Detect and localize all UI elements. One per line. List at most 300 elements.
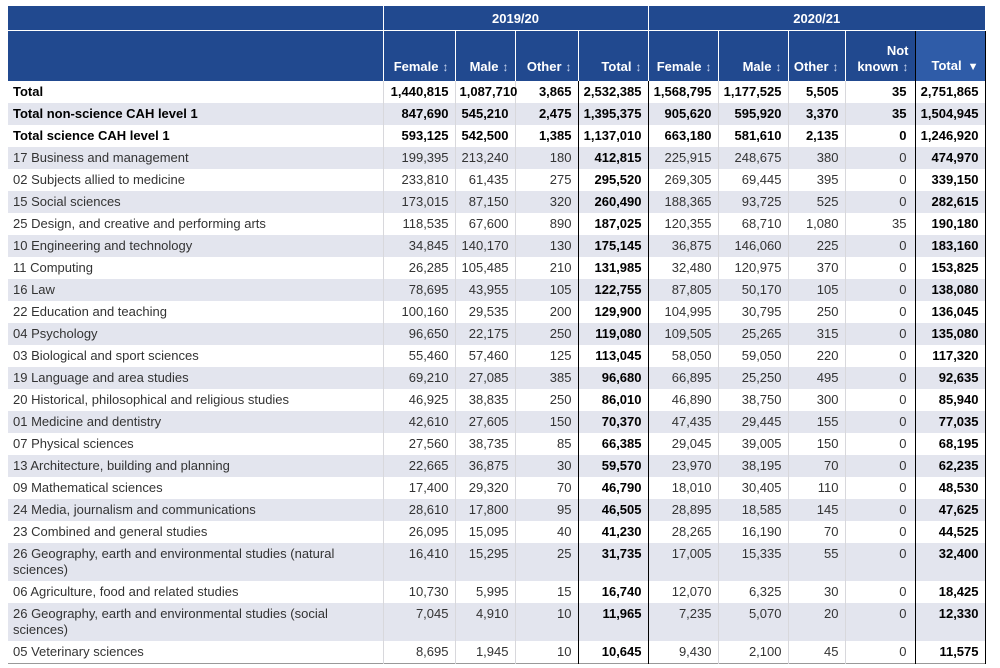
data-cell: 29,445 (718, 411, 788, 433)
data-cell: 474,970 (915, 147, 985, 169)
data-cell: 135,080 (915, 323, 985, 345)
data-cell: 663,180 (648, 125, 718, 147)
table-row (8, 103, 985, 125)
year-band-2019-20 (383, 6, 648, 31)
data-cell: 86,010 (578, 389, 648, 411)
col-header-other-1920[interactable] (515, 31, 578, 82)
col-header-male-1920[interactable] (455, 31, 515, 82)
data-cell: 595,920 (718, 103, 788, 125)
table-header (8, 6, 985, 81)
data-cell: 125 (515, 345, 578, 367)
data-cell: 190,180 (915, 213, 985, 235)
data-cell: 96,650 (383, 323, 455, 345)
data-cell: 0 (845, 499, 915, 521)
data-cell: 260,490 (578, 191, 648, 213)
year-band-label: 2019/20 (492, 10, 539, 26)
table-row (8, 641, 985, 664)
data-cell: 15 (515, 581, 578, 603)
data-cell: 188,365 (648, 191, 718, 213)
data-cell: 28,265 (648, 521, 718, 543)
data-cell: 10,730 (383, 581, 455, 603)
data-cell: 225,915 (648, 147, 718, 169)
data-cell: 38,735 (455, 433, 515, 455)
data-cell: 905,620 (648, 103, 718, 125)
data-cell: 0 (845, 279, 915, 301)
data-cell: 1,568,795 (648, 81, 718, 103)
data-cell: 48,530 (915, 477, 985, 499)
data-cell: 233,810 (383, 169, 455, 191)
data-cell: 225 (788, 235, 845, 257)
table-row (8, 81, 985, 103)
data-cell: 2,751,865 (915, 81, 985, 103)
data-cell: 66,895 (648, 367, 718, 389)
data-cell: 46,890 (648, 389, 718, 411)
data-cell: 68,710 (718, 213, 788, 235)
row-label-cell: 11 Computing (8, 257, 383, 279)
row-label-cell: 01 Medicine and dentistry (8, 411, 383, 433)
data-cell: 11,575 (915, 641, 985, 664)
data-cell: 77,035 (915, 411, 985, 433)
row-label-cell: Total science CAH level 1 (8, 125, 383, 147)
data-cell: 7,045 (383, 603, 455, 641)
table-row (8, 433, 985, 455)
data-cell: 10 (515, 641, 578, 664)
data-cell: 30,795 (718, 301, 788, 323)
col-header-female-1920[interactable] (383, 31, 455, 82)
data-cell: 47,625 (915, 499, 985, 521)
data-cell: 5,995 (455, 581, 515, 603)
data-cell: 295,520 (578, 169, 648, 191)
data-cell: 45 (788, 641, 845, 664)
data-cell: 28,895 (648, 499, 718, 521)
data-cell: 0 (845, 169, 915, 191)
data-cell: 0 (845, 581, 915, 603)
table-row (8, 301, 985, 323)
enrolment-table (8, 6, 986, 664)
data-cell: 38,835 (455, 389, 515, 411)
sort-both-icon: ↕ (832, 60, 839, 74)
data-cell: 95 (515, 499, 578, 521)
data-cell: 59,050 (718, 345, 788, 367)
data-cell: 119,080 (578, 323, 648, 345)
data-cell: 300 (788, 389, 845, 411)
data-cell: 183,160 (915, 235, 985, 257)
data-cell: 120,355 (648, 213, 718, 235)
data-cell: 105 (515, 279, 578, 301)
data-cell: 46,505 (578, 499, 648, 521)
data-cell: 122,755 (578, 279, 648, 301)
data-cell: 250 (515, 389, 578, 411)
data-cell: 2,135 (788, 125, 845, 147)
data-cell: 69,445 (718, 169, 788, 191)
table-row (8, 455, 985, 477)
data-cell: 150 (788, 433, 845, 455)
data-cell: 140,170 (455, 235, 515, 257)
data-cell: 0 (845, 477, 915, 499)
data-cell: 30 (515, 455, 578, 477)
table-row (8, 323, 985, 345)
data-cell: 12,330 (915, 603, 985, 641)
data-cell: 23,970 (648, 455, 718, 477)
data-cell: 10,645 (578, 641, 648, 664)
data-cell: 30 (788, 581, 845, 603)
table-row (8, 279, 985, 301)
data-cell: 32,480 (648, 257, 718, 279)
data-cell: 2,532,385 (578, 81, 648, 103)
data-cell: 50,170 (718, 279, 788, 301)
row-label-cell: 02 Subjects allied to medicine (8, 169, 383, 191)
data-cell: 199,395 (383, 147, 455, 169)
data-cell: 7,235 (648, 603, 718, 641)
table-row (8, 603, 985, 641)
data-cell: 282,615 (915, 191, 985, 213)
sort-both-icon: ↕ (565, 60, 572, 74)
data-cell: 27,085 (455, 367, 515, 389)
data-cell: 1,246,920 (915, 125, 985, 147)
col-header-total-1920[interactable] (578, 31, 648, 82)
data-cell: 40 (515, 521, 578, 543)
table-row (8, 213, 985, 235)
data-cell: 5,505 (788, 81, 845, 103)
data-cell: 220 (788, 345, 845, 367)
col-header-label: Total (601, 59, 632, 74)
data-cell: 38,750 (718, 389, 788, 411)
data-cell: 0 (845, 433, 915, 455)
data-cell: 0 (845, 235, 915, 257)
table-body (8, 81, 985, 664)
row-label-cell: 17 Business and management (8, 147, 383, 169)
col-header-label: Female (393, 59, 439, 74)
data-cell: 104,995 (648, 301, 718, 323)
table-row (8, 521, 985, 543)
table-row (8, 499, 985, 521)
col-header-label: Other (526, 59, 562, 74)
data-cell: 31,735 (578, 543, 648, 581)
data-cell: 16,740 (578, 581, 648, 603)
data-cell: 32,400 (915, 543, 985, 581)
data-cell: 1,945 (455, 641, 515, 664)
data-cell: 70 (788, 455, 845, 477)
data-cell: 180 (515, 147, 578, 169)
sort-desc-icon: ▼ (967, 61, 979, 73)
data-cell: 59,570 (578, 455, 648, 477)
data-cell: 4,910 (455, 603, 515, 641)
data-cell: 890 (515, 213, 578, 235)
data-cell: 581,610 (718, 125, 788, 147)
data-cell: 44,525 (915, 521, 985, 543)
data-cell: 0 (845, 257, 915, 279)
data-cell: 27,605 (455, 411, 515, 433)
data-cell: 85,940 (915, 389, 985, 411)
data-cell: 1,504,945 (915, 103, 985, 125)
row-label-column-header (8, 31, 383, 82)
data-cell: 145 (788, 499, 845, 521)
table-row (8, 147, 985, 169)
row-label-cell: Total (8, 81, 383, 103)
data-cell: 113,045 (578, 345, 648, 367)
table-row (8, 257, 985, 279)
data-cell: 129,900 (578, 301, 648, 323)
row-label-cell: 24 Media, journalism and communications (8, 499, 383, 521)
data-cell: 85 (515, 433, 578, 455)
data-cell: 315 (788, 323, 845, 345)
year-band-label: 2020/21 (793, 10, 841, 26)
data-cell: 0 (845, 641, 915, 664)
data-cell: 46,790 (578, 477, 648, 499)
data-cell: 61,435 (455, 169, 515, 191)
data-cell: 10 (515, 603, 578, 641)
table-row (8, 235, 985, 257)
data-cell: 67,600 (455, 213, 515, 235)
data-cell: 250 (788, 301, 845, 323)
data-cell: 35 (845, 81, 915, 103)
data-cell: 36,875 (648, 235, 718, 257)
sort-both-icon: ↕ (502, 60, 509, 74)
data-cell: 16,410 (383, 543, 455, 581)
data-cell: 29,320 (455, 477, 515, 499)
data-cell: 15,095 (455, 521, 515, 543)
data-cell: 105,485 (455, 257, 515, 279)
year-band-row (8, 6, 985, 31)
data-cell: 18,425 (915, 581, 985, 603)
data-cell: 525 (788, 191, 845, 213)
row-label-cell: 15 Social sciences (8, 191, 383, 213)
table-row (8, 543, 985, 581)
sort-both-icon: ↕ (442, 60, 449, 74)
data-cell: 36,875 (455, 455, 515, 477)
data-cell: 70 (515, 477, 578, 499)
table-row (8, 169, 985, 191)
data-cell: 25,265 (718, 323, 788, 345)
table-row (8, 581, 985, 603)
data-cell: 26,095 (383, 521, 455, 543)
col-header-female-2021[interactable] (648, 31, 718, 82)
data-cell: 0 (845, 389, 915, 411)
data-cell: 55,460 (383, 345, 455, 367)
row-label-cell: 20 Historical, philosophical and religious studies (8, 389, 383, 411)
data-cell: 0 (845, 345, 915, 367)
data-cell: 3,370 (788, 103, 845, 125)
data-cell: 130 (515, 235, 578, 257)
data-cell: 0 (845, 147, 915, 169)
data-cell: 0 (845, 543, 915, 581)
row-label-cell: 07 Physical sciences (8, 433, 383, 455)
data-cell: 96,680 (578, 367, 648, 389)
data-cell: 69,210 (383, 367, 455, 389)
row-label-cell: 03 Biological and sport sciences (8, 345, 383, 367)
data-cell: 593,125 (383, 125, 455, 147)
data-cell: 2,475 (515, 103, 578, 125)
row-label-cell: 05 Veterinary sciences (8, 641, 383, 664)
data-cell: 213,240 (455, 147, 515, 169)
year-band-2020-21 (648, 6, 985, 31)
col-header-label: Not known (857, 43, 909, 74)
data-cell: 34,845 (383, 235, 455, 257)
data-cell: 8,695 (383, 641, 455, 664)
data-cell: 18,010 (648, 477, 718, 499)
data-cell: 27,560 (383, 433, 455, 455)
data-cell: 15,335 (718, 543, 788, 581)
column-header-row (8, 31, 985, 82)
row-label-cell: Total non-science CAH level 1 (8, 103, 383, 125)
row-label-cell: 06 Agriculture, food and related studies (8, 581, 383, 603)
data-cell: 117,320 (915, 345, 985, 367)
data-cell: 248,675 (718, 147, 788, 169)
data-cell: 155 (788, 411, 845, 433)
col-header-male-2021[interactable] (718, 31, 788, 82)
data-cell: 9,430 (648, 641, 718, 664)
data-cell: 275 (515, 169, 578, 191)
data-cell: 17,800 (455, 499, 515, 521)
data-cell: 3,865 (515, 81, 578, 103)
data-cell: 0 (845, 521, 915, 543)
data-cell: 339,150 (915, 169, 985, 191)
data-cell: 41,230 (578, 521, 648, 543)
data-cell: 57,460 (455, 345, 515, 367)
data-cell: 30,405 (718, 477, 788, 499)
data-cell: 15,295 (455, 543, 515, 581)
col-header-notknown-2021[interactable] (845, 31, 915, 82)
row-label-cell: 26 Geography, earth and environmental studies (natural sciences) (8, 543, 383, 581)
data-cell: 210 (515, 257, 578, 279)
data-cell: 0 (845, 125, 915, 147)
col-header-label: Male (742, 59, 772, 74)
data-cell: 1,177,525 (718, 81, 788, 103)
data-cell: 29,535 (455, 301, 515, 323)
data-cell: 43,955 (455, 279, 515, 301)
col-header-label: Total (931, 58, 962, 73)
row-label-cell: 25 Design, and creative and performing arts (8, 213, 383, 235)
data-cell: 92,635 (915, 367, 985, 389)
data-cell: 0 (845, 301, 915, 323)
col-header-label: Female (656, 59, 702, 74)
data-cell: 0 (845, 323, 915, 345)
data-cell: 93,725 (718, 191, 788, 213)
data-cell: 320 (515, 191, 578, 213)
row-label-cell: 26 Geography, earth and environmental studies (social sciences) (8, 603, 383, 641)
data-cell: 11,965 (578, 603, 648, 641)
data-cell: 100,160 (383, 301, 455, 323)
data-cell: 200 (515, 301, 578, 323)
data-cell: 542,500 (455, 125, 515, 147)
data-cell: 109,505 (648, 323, 718, 345)
data-cell: 35 (845, 213, 915, 235)
data-cell: 250 (515, 323, 578, 345)
sort-both-icon: ↕ (635, 60, 642, 74)
data-cell: 12,070 (648, 581, 718, 603)
sort-both-icon: ↕ (902, 60, 909, 74)
data-cell: 22,665 (383, 455, 455, 477)
data-cell: 2,100 (718, 641, 788, 664)
data-cell: 1,080 (788, 213, 845, 235)
data-cell: 1,440,815 (383, 81, 455, 103)
table-row (8, 477, 985, 499)
table-row (8, 367, 985, 389)
data-cell: 87,150 (455, 191, 515, 213)
data-cell: 28,610 (383, 499, 455, 521)
data-cell: 66,385 (578, 433, 648, 455)
data-cell: 70,370 (578, 411, 648, 433)
data-cell: 545,210 (455, 103, 515, 125)
data-cell: 5,070 (718, 603, 788, 641)
data-cell: 150 (515, 411, 578, 433)
data-cell: 78,695 (383, 279, 455, 301)
row-label-cell: 16 Law (8, 279, 383, 301)
data-cell: 55 (788, 543, 845, 581)
data-cell: 18,585 (718, 499, 788, 521)
data-cell: 110 (788, 477, 845, 499)
col-header-label: Male (469, 59, 499, 74)
row-label-cell: 10 Engineering and technology (8, 235, 383, 257)
data-cell: 1,385 (515, 125, 578, 147)
data-cell: 0 (845, 603, 915, 641)
data-cell: 175,145 (578, 235, 648, 257)
row-label-cell: 19 Language and area studies (8, 367, 383, 389)
data-cell: 1,087,710 (455, 81, 515, 103)
data-cell: 16,190 (718, 521, 788, 543)
data-cell: 847,690 (383, 103, 455, 125)
data-cell: 173,015 (383, 191, 455, 213)
data-cell: 495 (788, 367, 845, 389)
data-cell: 26,285 (383, 257, 455, 279)
data-cell: 38,195 (718, 455, 788, 477)
table-row (8, 389, 985, 411)
sort-both-icon: ↕ (705, 60, 712, 74)
data-cell: 0 (845, 367, 915, 389)
data-cell: 187,025 (578, 213, 648, 235)
row-label-cell: 22 Education and teaching (8, 301, 383, 323)
data-cell: 6,325 (718, 581, 788, 603)
row-label-cell: 23 Combined and general studies (8, 521, 383, 543)
row-label-cell: 09 Mathematical sciences (8, 477, 383, 499)
data-cell: 20 (788, 603, 845, 641)
table-row (8, 411, 985, 433)
data-cell: 146,060 (718, 235, 788, 257)
data-cell: 0 (845, 411, 915, 433)
data-cell: 0 (845, 455, 915, 477)
data-cell: 29,045 (648, 433, 718, 455)
data-cell: 1,137,010 (578, 125, 648, 147)
data-cell: 17,005 (648, 543, 718, 581)
data-cell: 136,045 (915, 301, 985, 323)
data-cell: 131,985 (578, 257, 648, 279)
col-header-label: Other (793, 59, 829, 74)
data-cell: 35 (845, 103, 915, 125)
data-cell: 105 (788, 279, 845, 301)
data-cell: 47,435 (648, 411, 718, 433)
corner-header-cell (8, 6, 383, 31)
col-header-other-2021[interactable] (788, 31, 845, 82)
data-cell: 385 (515, 367, 578, 389)
data-cell: 22,175 (455, 323, 515, 345)
data-cell: 70 (788, 521, 845, 543)
row-label-cell: 04 Psychology (8, 323, 383, 345)
data-cell: 153,825 (915, 257, 985, 279)
col-header-total-2021-sorted[interactable] (915, 31, 985, 82)
data-cell: 138,080 (915, 279, 985, 301)
sort-both-icon: ↕ (775, 60, 782, 74)
row-label-cell: 13 Architecture, building and planning (8, 455, 383, 477)
data-cell: 370 (788, 257, 845, 279)
data-cell: 58,050 (648, 345, 718, 367)
data-cell: 25,250 (718, 367, 788, 389)
data-cell: 68,195 (915, 433, 985, 455)
data-cell: 0 (845, 191, 915, 213)
table-row (8, 191, 985, 213)
table-row (8, 125, 985, 147)
data-cell: 42,610 (383, 411, 455, 433)
data-cell: 118,535 (383, 213, 455, 235)
